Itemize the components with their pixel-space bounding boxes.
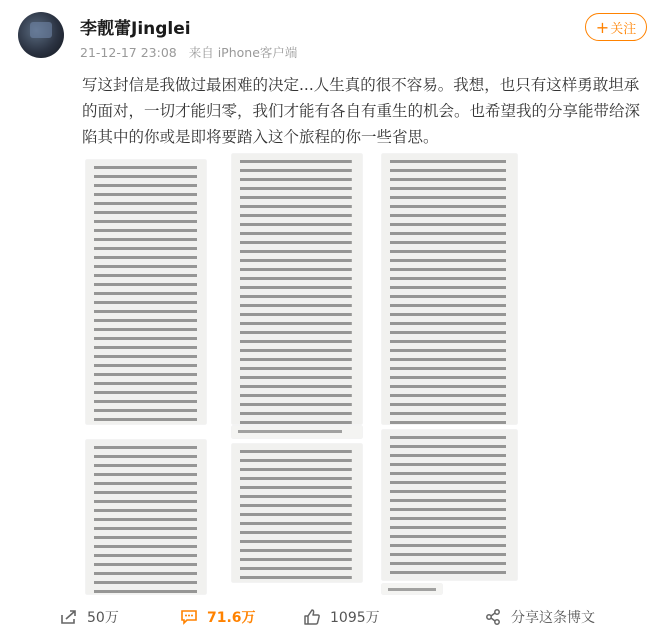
share-nodes-icon [484, 608, 502, 626]
comment-count: 71.6万 [207, 610, 256, 626]
letter-page-image[interactable] [382, 430, 517, 580]
post-meta [80, 43, 297, 61]
username[interactable]: 李靓蕾Jinglei [80, 19, 191, 39]
post-text: 写这封信是我做过最困难的决定...人生真的很不容易。我想，也只有这样勇敢坦承的面对，一切才能归零，我们才能有各自有重生的机会。也希望我的分享能带给深陷其中的你或是即将要踏入这个旅程的你一些省思。 [82, 76, 641, 146]
letter-page-image[interactable] [382, 584, 442, 594]
like-action[interactable] [303, 607, 380, 627]
repost-action[interactable] [484, 607, 595, 627]
letter-page-image[interactable] [86, 440, 206, 594]
letter-page-image[interactable] [232, 426, 362, 438]
follow-button[interactable] [585, 13, 647, 41]
follow-button-label: 关注 [610, 21, 637, 37]
letter-page-image[interactable] [232, 154, 362, 424]
avatar[interactable] [18, 12, 64, 58]
like-count: 1095万 [330, 610, 380, 626]
letter-page-image[interactable] [86, 160, 206, 424]
letter-page-image[interactable] [382, 154, 517, 424]
post-timestamp: 21-12-17 23:08 [80, 45, 177, 60]
comment-icon [180, 608, 198, 626]
share-count: 50万 [87, 610, 119, 626]
plus-icon: + [595, 17, 610, 37]
letter-page-image[interactable] [232, 444, 362, 582]
post-source: 来自 iPhone客户端 [188, 45, 298, 60]
share-action[interactable] [60, 607, 119, 627]
repost-label: 分享这条博文 [511, 610, 595, 626]
thumbs-up-icon [303, 608, 321, 626]
comment-action[interactable] [180, 607, 256, 627]
letter-images[interactable] [82, 154, 632, 594]
share-icon [60, 608, 78, 626]
action-toolbar [0, 598, 660, 638]
